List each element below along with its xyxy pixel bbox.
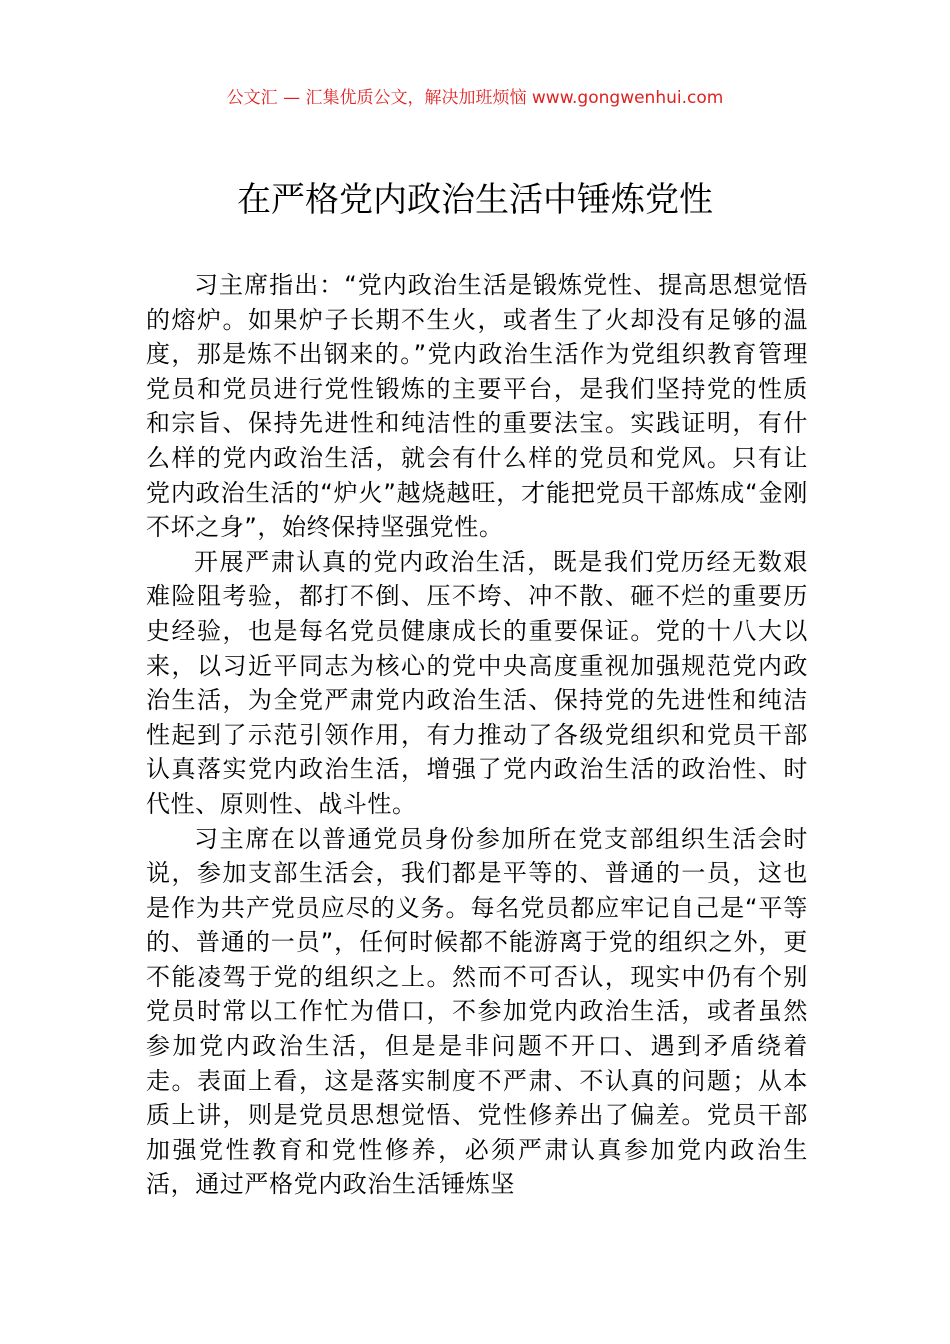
body-paragraph-2: 开展严肃认真的党内政治生活，既是我们党历经无数艰难险阻考验，都打不倒、压不垮、冲不散、砸不烂的重要历史经验，也是每名党员健康成长的重要保证。党的十八大以来，以习近平同志为核心的党中央高度重视加强规范党内政治生活，为全党严肃党内政治生活、保持党的先进性和纯洁性起到了示范引领作用，有力推动了各级党组织和党员干部认真落实党内政治生活，增强了党内政治生活的政治性、时代性、原则性、战斗性。	[146, 547, 808, 818]
body-paragraph-3: 习主席在以普通党员身份参加所在党支部组织生活会时说，参加支部生活会，我们都是平等的、普通的一员，这也是作为共产党员应尽的义务。每名党员都应牢记自己是“平等的、普通的一员”，任何时候都不能游离于党的组织之外，更不能凌驾于党的组织之上。然而不可否认，现实中仍有个别党员时常以工作忙为借口，不参加党内政治生活，或者虽然参加党内政治生活，但是是非问题不开口、遇到矛盾绕着走。表面上看，这是落实制度不严肃、不认真的问题；从本质上讲，则是党员思想觉悟、党性修养出了偏差。党员干部加强党性教育和党性修养，必须严肃认真参加党内政治生活，通过严格党内政治生活锤炼坚	[146, 824, 808, 1199]
site-header-banner: 公文汇 — 汇集优质公文，解决加班烦恼 www.gongwenhui.com	[226, 88, 724, 108]
document-body	[146, 268, 808, 1202]
body-paragraph-1: 习主席指出：“党内政治生活是锻炼党性、提高思想觉悟的熔炉。如果炉子长期不生火，或者生了火却没有足够的温度，那是炼不出钢来的。”党内政治生活作为党组织教育管理党员和党员进行党性锻炼的主要平台，是我们坚持党的性质和宗旨、保持先进性和纯洁性的重要法宝。实践证明，有什么样的党内政治生活，就会有什么样的党员和党风。只有让党内政治生活的“炉火”越烧越旺，才能把党员干部炼成“金刚不坏之身”，始终保持坚强党性。	[146, 271, 808, 542]
document-title: 在严格党内政治生活中锤炼党性	[237, 180, 713, 220]
